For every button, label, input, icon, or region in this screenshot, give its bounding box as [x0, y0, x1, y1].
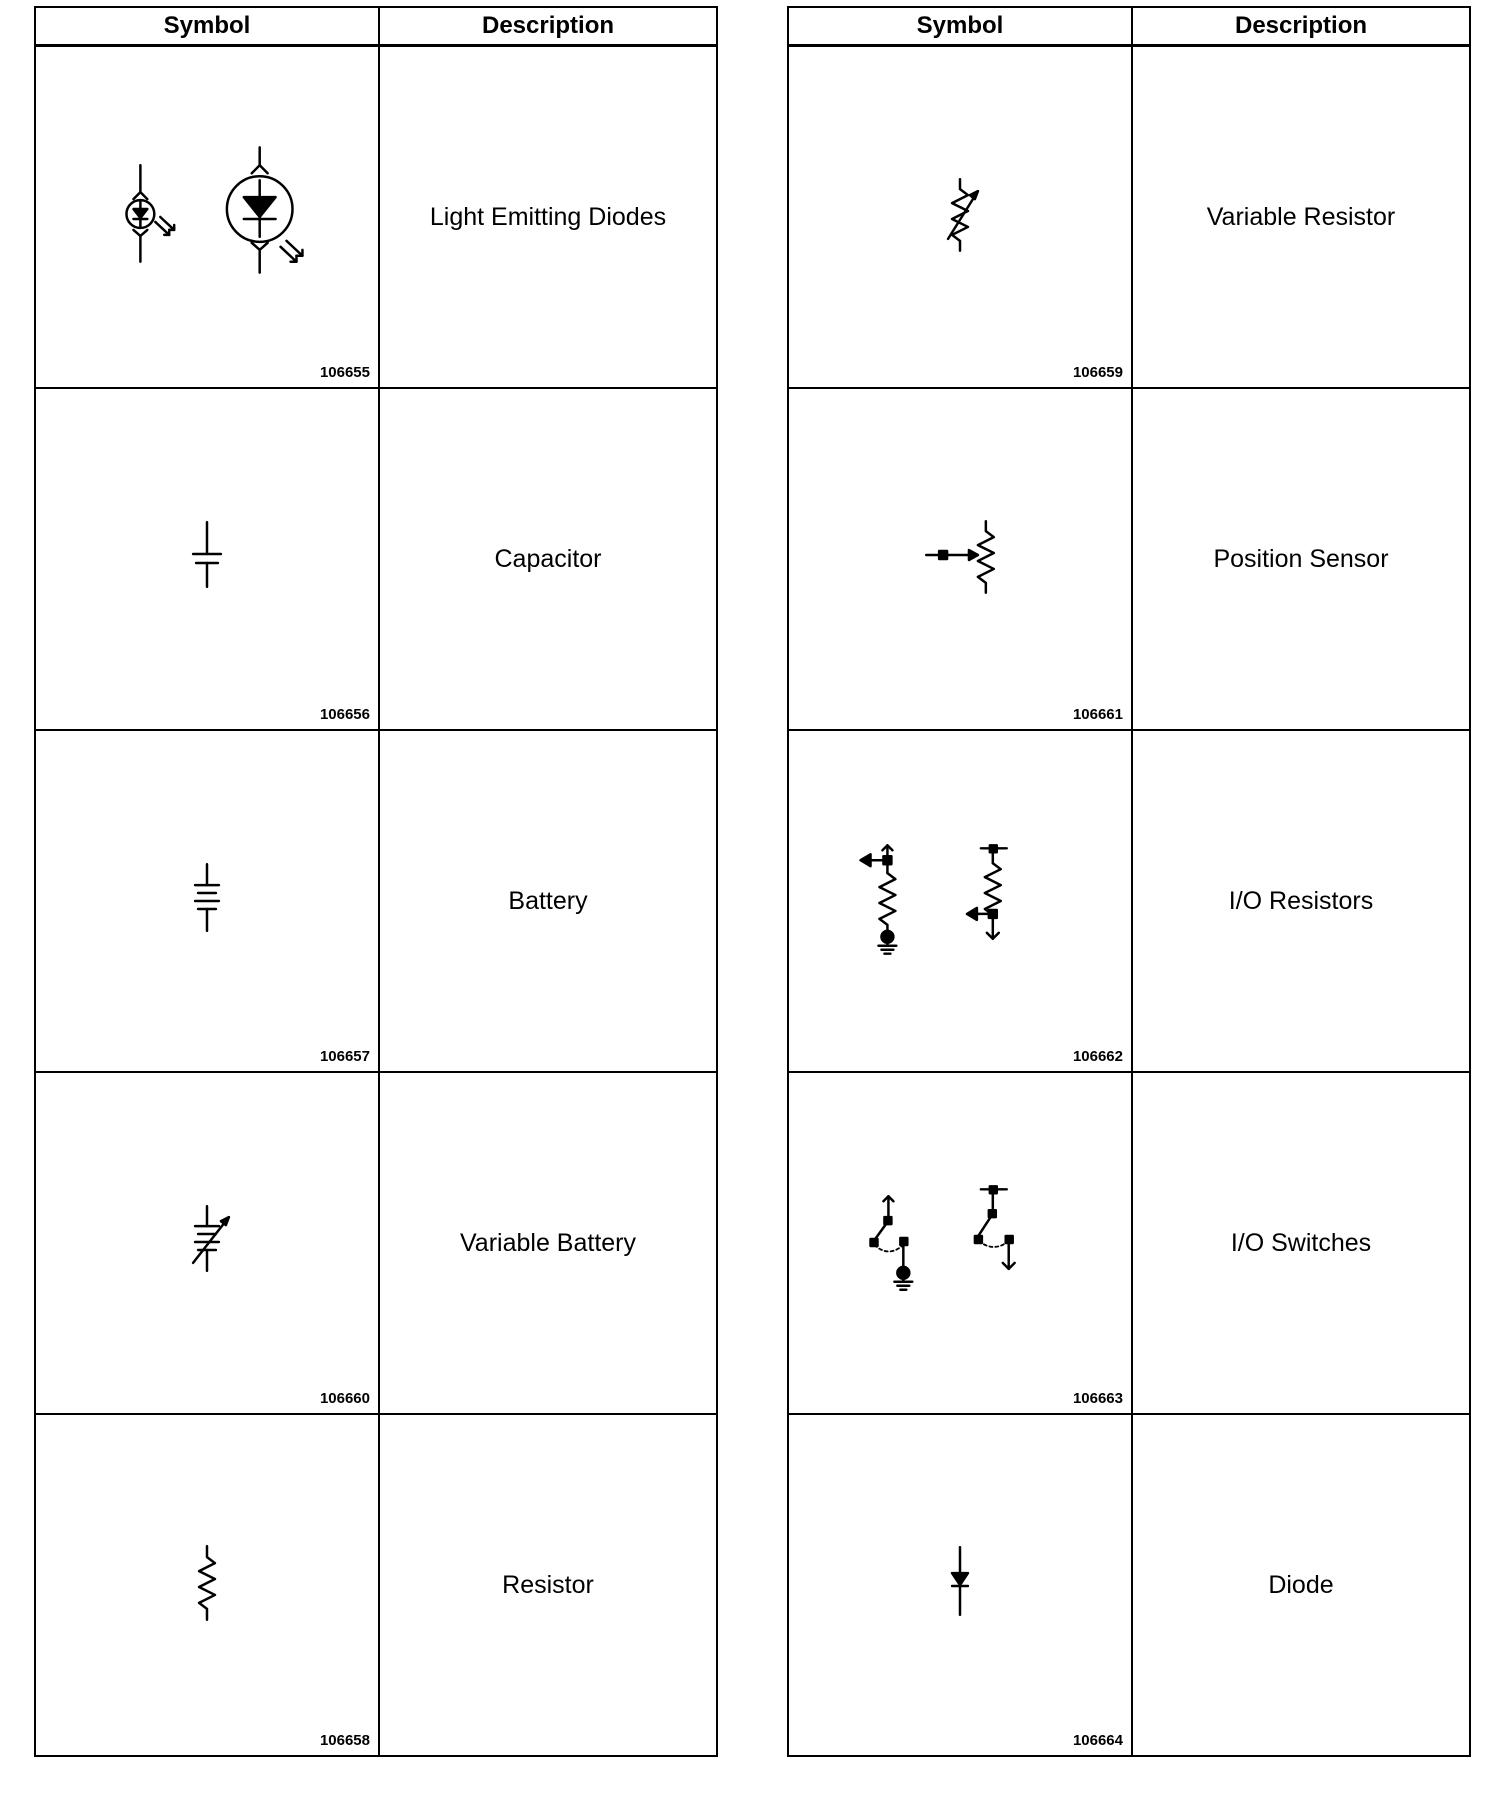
header-row — [35, 7, 717, 46]
io-switches-icon — [789, 1073, 1131, 1413]
symbol-cell — [35, 1072, 379, 1414]
description-column-header: Description — [1132, 7, 1470, 46]
symbol-cell — [788, 46, 1132, 389]
header-row — [788, 7, 1470, 46]
figure-code: 106655 — [319, 364, 370, 381]
figure-code: 106664 — [1072, 1732, 1123, 1749]
symbol-legend-table-right — [787, 6, 1471, 1757]
capacitor-icon — [36, 389, 378, 729]
table-row — [35, 1072, 717, 1414]
figure-code: 106656 — [319, 706, 370, 723]
diode-icon — [789, 1415, 1131, 1755]
description-cell: Variable Battery — [379, 1072, 717, 1414]
table-row — [788, 1072, 1470, 1414]
symbol-legend-table-left — [34, 6, 718, 1757]
symbol-cell — [788, 388, 1132, 730]
variable-resistor-icon — [789, 47, 1131, 387]
description-cell: Resistor — [379, 1414, 717, 1756]
figure-code: 106659 — [1072, 364, 1123, 381]
figure-code: 106660 — [319, 1390, 370, 1407]
description-cell: I/O Resistors — [1132, 730, 1470, 1072]
table-row — [35, 388, 717, 730]
figure-code: 106657 — [319, 1048, 370, 1065]
table-row — [788, 388, 1470, 730]
table-row — [788, 730, 1470, 1072]
table-row — [35, 1414, 717, 1756]
symbol-cell — [788, 1072, 1132, 1414]
symbol-cell — [35, 1414, 379, 1756]
resistor-icon — [36, 1415, 378, 1755]
description-cell: Capacitor — [379, 388, 717, 730]
symbol-cell — [35, 730, 379, 1072]
table-row — [35, 46, 717, 389]
description-cell: I/O Switches — [1132, 1072, 1470, 1414]
description-cell: Light Emitting Diodes — [379, 46, 717, 389]
battery-icon — [36, 731, 378, 1071]
variable-battery-icon — [36, 1073, 378, 1413]
symbol-column-header: Symbol — [788, 7, 1132, 46]
symbol-cell — [788, 730, 1132, 1072]
figure-code: 106663 — [1072, 1390, 1123, 1407]
symbol-cell — [35, 388, 379, 730]
description-cell: Position Sensor — [1132, 388, 1470, 730]
description-column-header: Description — [379, 7, 717, 46]
table-row — [35, 730, 717, 1072]
figure-code: 106658 — [319, 1732, 370, 1749]
table-row — [788, 1414, 1470, 1756]
description-cell: Diode — [1132, 1414, 1470, 1756]
symbol-column-header: Symbol — [35, 7, 379, 46]
table-row — [788, 46, 1470, 389]
light-emitting-diodes-icon — [36, 47, 378, 387]
description-cell: Battery — [379, 730, 717, 1072]
symbol-cell — [35, 46, 379, 389]
symbol-cell — [788, 1414, 1132, 1756]
io-resistors-icon — [789, 731, 1131, 1071]
figure-code: 106661 — [1072, 706, 1123, 723]
figure-code: 106662 — [1072, 1048, 1123, 1065]
description-cell: Variable Resistor — [1132, 46, 1470, 389]
position-sensor-icon — [789, 389, 1131, 729]
